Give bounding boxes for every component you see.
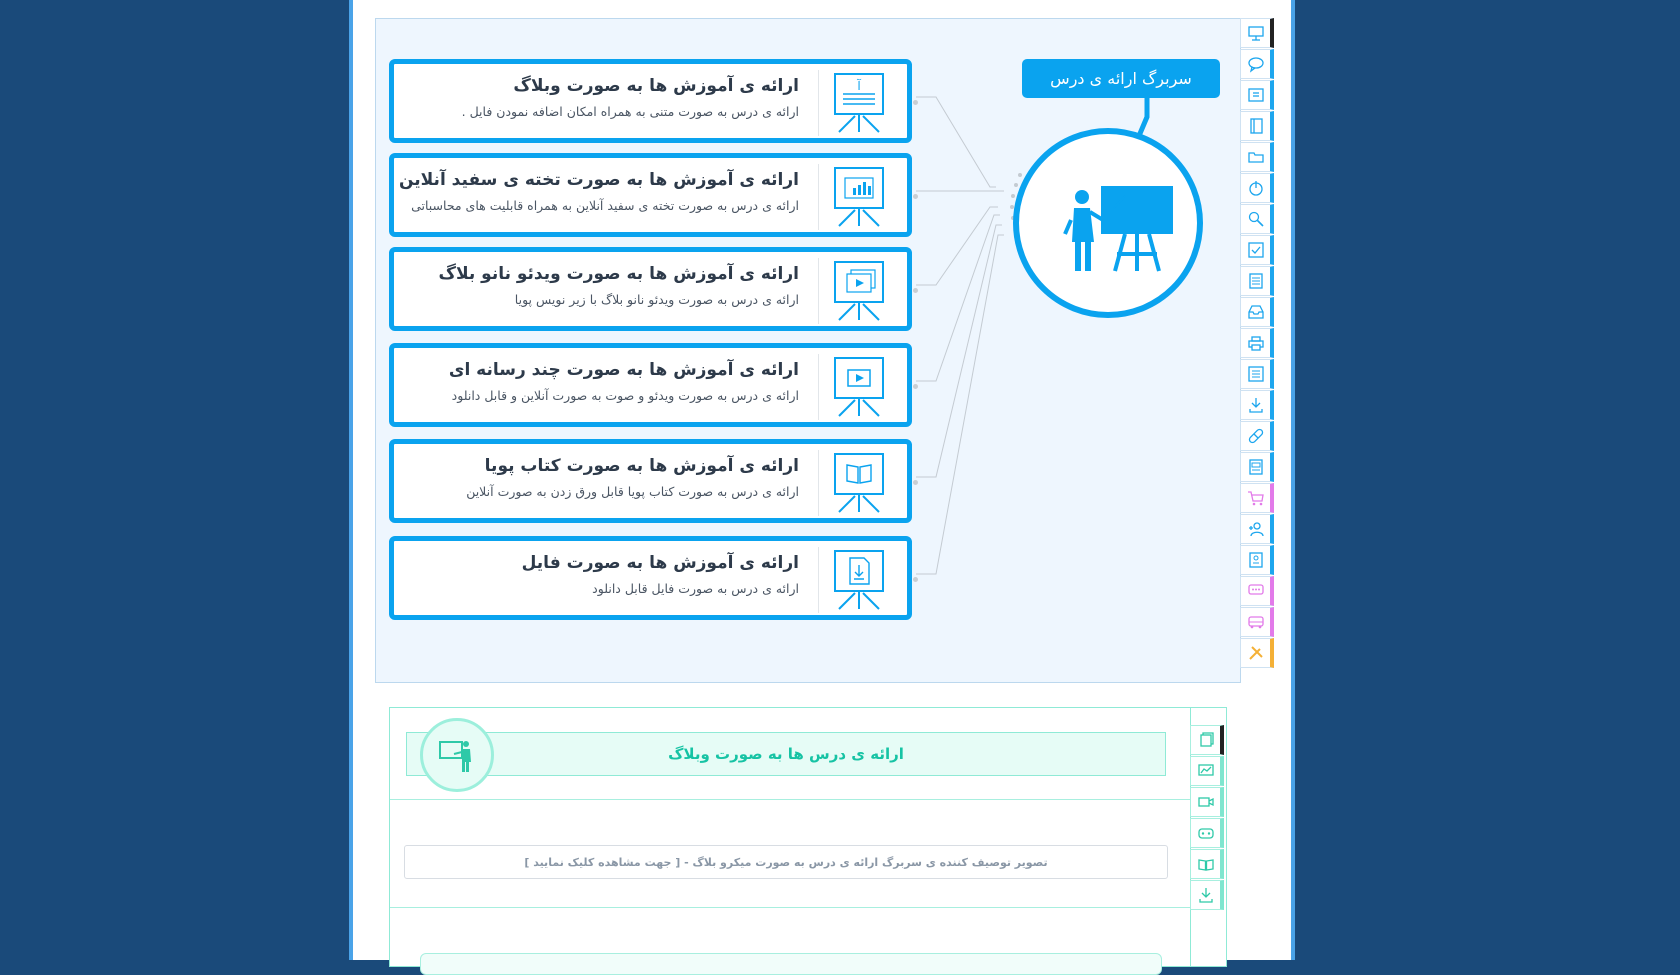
add-user-icon[interactable] bbox=[1240, 514, 1274, 544]
open-book-icon[interactable] bbox=[1190, 849, 1224, 879]
lesson-header-panel bbox=[375, 18, 1241, 683]
card-title: ارائه ی آموزش ها به صورت وبلاگ bbox=[513, 76, 799, 96]
header-sidebar bbox=[1240, 18, 1277, 669]
video-stack-icon bbox=[829, 258, 889, 324]
whiteboard-chart-icon bbox=[829, 164, 889, 230]
download-file-icon bbox=[829, 547, 889, 613]
card-description: ارائه ی درس به صورت کتاب پویا قابل ورق زدن به صورت آنلاین bbox=[466, 484, 799, 499]
presentation-icon[interactable] bbox=[1240, 18, 1274, 48]
lesson-type-card-dynamic-book[interactable] bbox=[389, 439, 912, 523]
lesson-teacher-icon bbox=[420, 718, 494, 792]
card-title: ارائه ی آموزش ها به صورت فایل bbox=[521, 553, 799, 573]
gamepad-icon[interactable] bbox=[1190, 818, 1224, 848]
lesson-type-card-weblog[interactable] bbox=[389, 59, 912, 143]
card-title: ارائه ی آموزش ها به صورت چند رسانه ای bbox=[448, 360, 799, 380]
card-description: ارائه ی درس به صورت تخته ی سفید آنلاین به همراه قابلیت های محاسباتی bbox=[411, 198, 799, 213]
lesson-detail-panel bbox=[389, 707, 1227, 967]
video-icon[interactable] bbox=[1190, 787, 1224, 817]
chart-board-icon[interactable] bbox=[1190, 756, 1224, 786]
lesson-sidebar bbox=[1190, 725, 1227, 911]
lesson-type-card-video-nanoblog[interactable] bbox=[389, 247, 912, 331]
header-title-badge: سربرگ ارائه ی درس bbox=[1022, 59, 1220, 98]
card-title: ارائه ی آموزش ها به صورت کتاب پویا bbox=[484, 456, 799, 476]
cart-icon[interactable] bbox=[1240, 483, 1274, 513]
cards-icon[interactable] bbox=[1190, 725, 1224, 755]
next-lesson-bar bbox=[420, 953, 1162, 975]
chat-icon[interactable] bbox=[1240, 49, 1274, 79]
pill-icon[interactable] bbox=[1240, 421, 1274, 451]
lesson-image-caption-link[interactable]: تصویر توصیف کننده ی سربرگ ارائه ی درس به صورت میکرو بلاگ - [ جهت مشاهده کلیک نمایید ] bbox=[404, 845, 1168, 879]
id-card-icon[interactable] bbox=[1240, 545, 1274, 575]
inbox-icon[interactable] bbox=[1240, 297, 1274, 327]
lesson-detail-content bbox=[390, 708, 1191, 966]
card-divider bbox=[818, 450, 819, 516]
card-description: ارائه ی درس به صورت ویدئو و صوت به صورت آنلاین و قابل دانلود bbox=[451, 388, 799, 403]
document-icon[interactable] bbox=[1240, 266, 1274, 296]
card-divider bbox=[818, 164, 819, 230]
tools-icon[interactable] bbox=[1240, 638, 1274, 668]
flashcard-icon[interactable] bbox=[1240, 80, 1274, 110]
card-divider bbox=[818, 354, 819, 420]
section-divider bbox=[390, 799, 1190, 800]
connector-dot bbox=[913, 480, 918, 485]
checklist-icon[interactable] bbox=[1240, 235, 1274, 265]
page-icon[interactable] bbox=[1240, 452, 1274, 482]
card-divider bbox=[818, 70, 819, 136]
list-icon[interactable] bbox=[1240, 359, 1274, 389]
card-description: ارائه ی درس به صورت متنی به همراه امکان اضافه نمودن فایل . bbox=[461, 104, 799, 119]
section-divider bbox=[390, 907, 1190, 908]
lesson-type-card-file[interactable] bbox=[389, 536, 912, 620]
play-board-icon bbox=[829, 354, 889, 420]
svg-text:آ: آ bbox=[857, 79, 861, 93]
download-icon[interactable] bbox=[1240, 390, 1274, 420]
connector-dot bbox=[913, 100, 918, 105]
book-board-icon bbox=[829, 450, 889, 516]
printer-icon[interactable] bbox=[1240, 328, 1274, 358]
card-title: ارائه ی آموزش ها به صورت تخته ی سفید آنلاین bbox=[398, 170, 799, 190]
presenter-icon bbox=[1019, 134, 1197, 312]
presenter-circle bbox=[1013, 128, 1203, 318]
notebook-icon[interactable] bbox=[1240, 111, 1274, 141]
connector-dot bbox=[913, 384, 918, 389]
download-icon[interactable] bbox=[1190, 880, 1224, 910]
bus-icon[interactable] bbox=[1240, 607, 1274, 637]
text-board-icon bbox=[829, 70, 889, 136]
lesson-type-card-whiteboard[interactable] bbox=[389, 153, 912, 237]
page-container bbox=[349, 0, 1295, 960]
connector-dot bbox=[913, 577, 918, 582]
lesson-type-card-multimedia[interactable] bbox=[389, 343, 912, 427]
folder-icon[interactable] bbox=[1240, 142, 1274, 172]
connector-dot bbox=[913, 194, 918, 199]
card-description: ارائه ی درس به صورت ویدئو نانو بلاگ با زیر نویس پویا bbox=[514, 292, 799, 307]
card-title: ارائه ی آموزش ها به صورت ویدئو نانو بلاگ bbox=[438, 264, 799, 284]
card-divider bbox=[818, 258, 819, 324]
lesson-title-bar[interactable]: ارائه ی درس ها به صورت وبلاگ bbox=[406, 732, 1166, 776]
card-divider bbox=[818, 547, 819, 613]
message-icon[interactable] bbox=[1240, 576, 1274, 606]
search-icon[interactable] bbox=[1240, 204, 1274, 234]
power-icon[interactable] bbox=[1240, 173, 1274, 203]
card-description: ارائه ی درس به صورت فایل قابل دانلود bbox=[592, 581, 799, 596]
connector-dot bbox=[913, 288, 918, 293]
